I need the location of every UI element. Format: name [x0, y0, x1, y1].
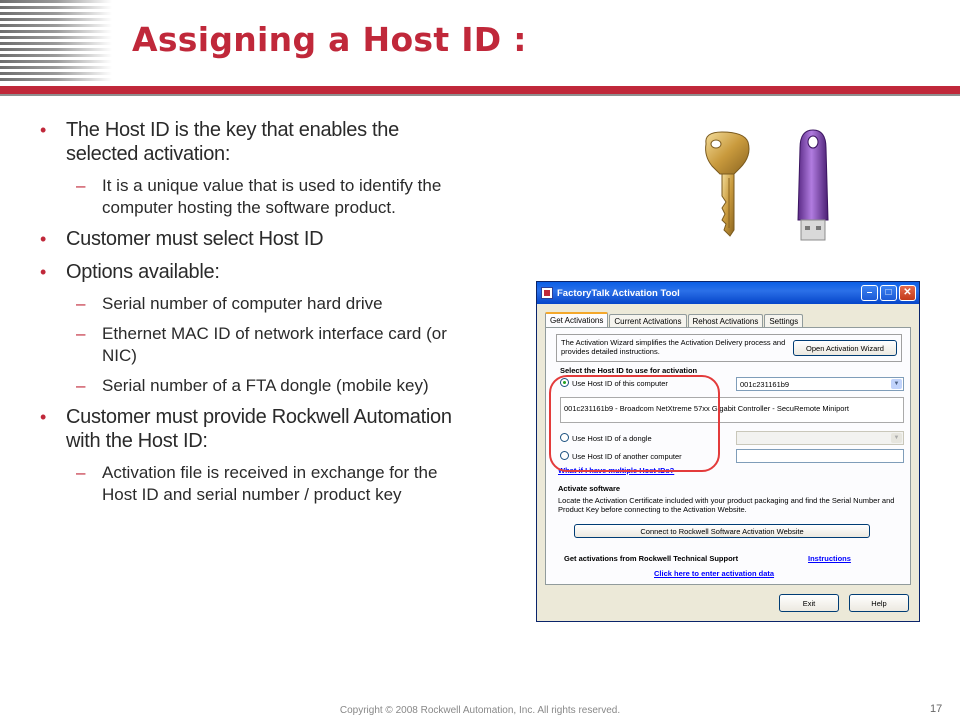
enter-activation-link[interactable]: Click here to enter activation data — [654, 569, 775, 578]
sub-bullet-text: It is a unique value that is used to identify the computer hosting the software product. — [102, 176, 442, 217]
activate-description: Locate the Activation Certificate included with your product packaging and find the Serial Number and Product Key before connecting to the Activation Website. — [558, 496, 895, 514]
activate-heading: Activate software — [558, 484, 621, 493]
option-another-label: Use Host ID of another computer — [572, 452, 682, 461]
sub-bullet-item — [40, 293, 470, 315]
dash-icon: – — [76, 376, 86, 395]
help-button[interactable]: Help — [849, 594, 909, 612]
sub-bullet-item — [40, 375, 470, 397]
maximize-icon[interactable]: □ — [880, 285, 897, 301]
wizard-description: The Activation Wizard simplifies the Activation Delivery process and provides detailed instructions. — [561, 338, 786, 356]
exit-button[interactable]: Exit — [779, 594, 839, 612]
option-this-computer-label: Use Host ID of this computer — [572, 379, 668, 388]
support-text: Get activations from Rockwell Technical Support — [564, 554, 739, 563]
sub-bullet-item — [40, 462, 470, 506]
sub-bullet-item — [40, 323, 470, 367]
another-host-id-input[interactable] — [736, 449, 904, 463]
sub-bullet-text: Ethernet MAC ID of network interface card (or NIC) — [102, 324, 447, 365]
sub-bullet-item — [40, 175, 470, 219]
usb-dongle-icon — [790, 128, 836, 244]
dash-icon: – — [76, 324, 86, 343]
highlight-oval — [549, 375, 720, 472]
bullet-dot-icon: • — [40, 229, 47, 249]
bullet-text: Customer must provide Rockwell Automation with the Host ID: — [66, 406, 452, 452]
close-icon[interactable]: ✕ — [899, 285, 916, 301]
bullet-dot-icon: • — [40, 407, 47, 427]
open-wizard-button[interactable]: Open Activation Wizard — [793, 340, 897, 356]
dash-icon: – — [76, 463, 86, 482]
dash-icon: – — [76, 294, 86, 313]
sub-bullet-text: Serial number of computer hard drive — [102, 294, 383, 313]
title-rule-shadow — [0, 94, 960, 96]
bullet-item — [40, 118, 470, 166]
tab-get-activations[interactable]: Get Activations — [545, 312, 608, 327]
minimize-icon[interactable]: – — [861, 285, 878, 301]
bullet-text: Customer must select Host ID — [66, 228, 324, 250]
tab-current-activations[interactable]: Current Activations — [609, 314, 686, 327]
chevron-down-icon[interactable]: ▼ — [891, 379, 902, 389]
chevron-down-icon[interactable]: ▼ — [891, 433, 902, 443]
title-rule — [0, 86, 960, 94]
connect-website-button[interactable]: Connect to Rockwell Software Activation Website — [574, 524, 870, 538]
copyright-footer: Copyright © 2008 Rockwell Automation, Inc. All rights reserved. — [339, 705, 621, 716]
select-host-heading: Select the Host ID to use for activation — [560, 366, 698, 375]
app-icon — [541, 287, 553, 299]
bullet-text: The Host ID is the key that enables the selected activation: — [66, 119, 399, 165]
page-number: 17 — [930, 703, 943, 715]
host-id-select[interactable] — [736, 377, 904, 391]
bullet-item — [40, 405, 470, 453]
bullet-dot-icon: • — [40, 120, 47, 140]
bullet-list — [40, 118, 470, 514]
option-dongle-label: Use Host ID of a dongle — [572, 434, 652, 443]
dongle-select[interactable] — [736, 431, 904, 445]
host-id-value: 001c231161b9 — [740, 380, 790, 389]
sub-bullet-text: Activation file is received in exchange for the Host ID and serial number / product key — [102, 463, 438, 504]
instructions-link[interactable]: Instructions — [808, 554, 851, 563]
multiple-host-ids-link[interactable]: What if I have multiple Host IDs? — [558, 466, 675, 475]
wizard-group — [556, 334, 902, 362]
slide-title: Assigning a Host ID : — [132, 20, 527, 59]
tab-settings[interactable]: Settings — [764, 314, 803, 327]
sub-bullet-text: Serial number of a FTA dongle (mobile key) — [102, 376, 429, 395]
tab-rehost-activations[interactable]: Rehost Activations — [688, 314, 764, 327]
window-titlebar[interactable] — [537, 282, 919, 304]
bullet-text: Options available: — [66, 261, 220, 283]
bullet-dot-icon: • — [40, 262, 47, 282]
tab-bar — [545, 314, 804, 327]
header-stripes — [0, 0, 112, 84]
dash-icon: – — [76, 176, 86, 195]
window-title: FactoryTalk Activation Tool — [557, 287, 680, 299]
bullet-item — [40, 260, 470, 284]
bullet-item — [40, 227, 470, 251]
key-icon — [700, 130, 756, 240]
host-id-detail: 001c231161b9 - Broadcom NetXtreme 57xx Gigabit Controller - SecuRemote Miniport — [564, 404, 849, 413]
